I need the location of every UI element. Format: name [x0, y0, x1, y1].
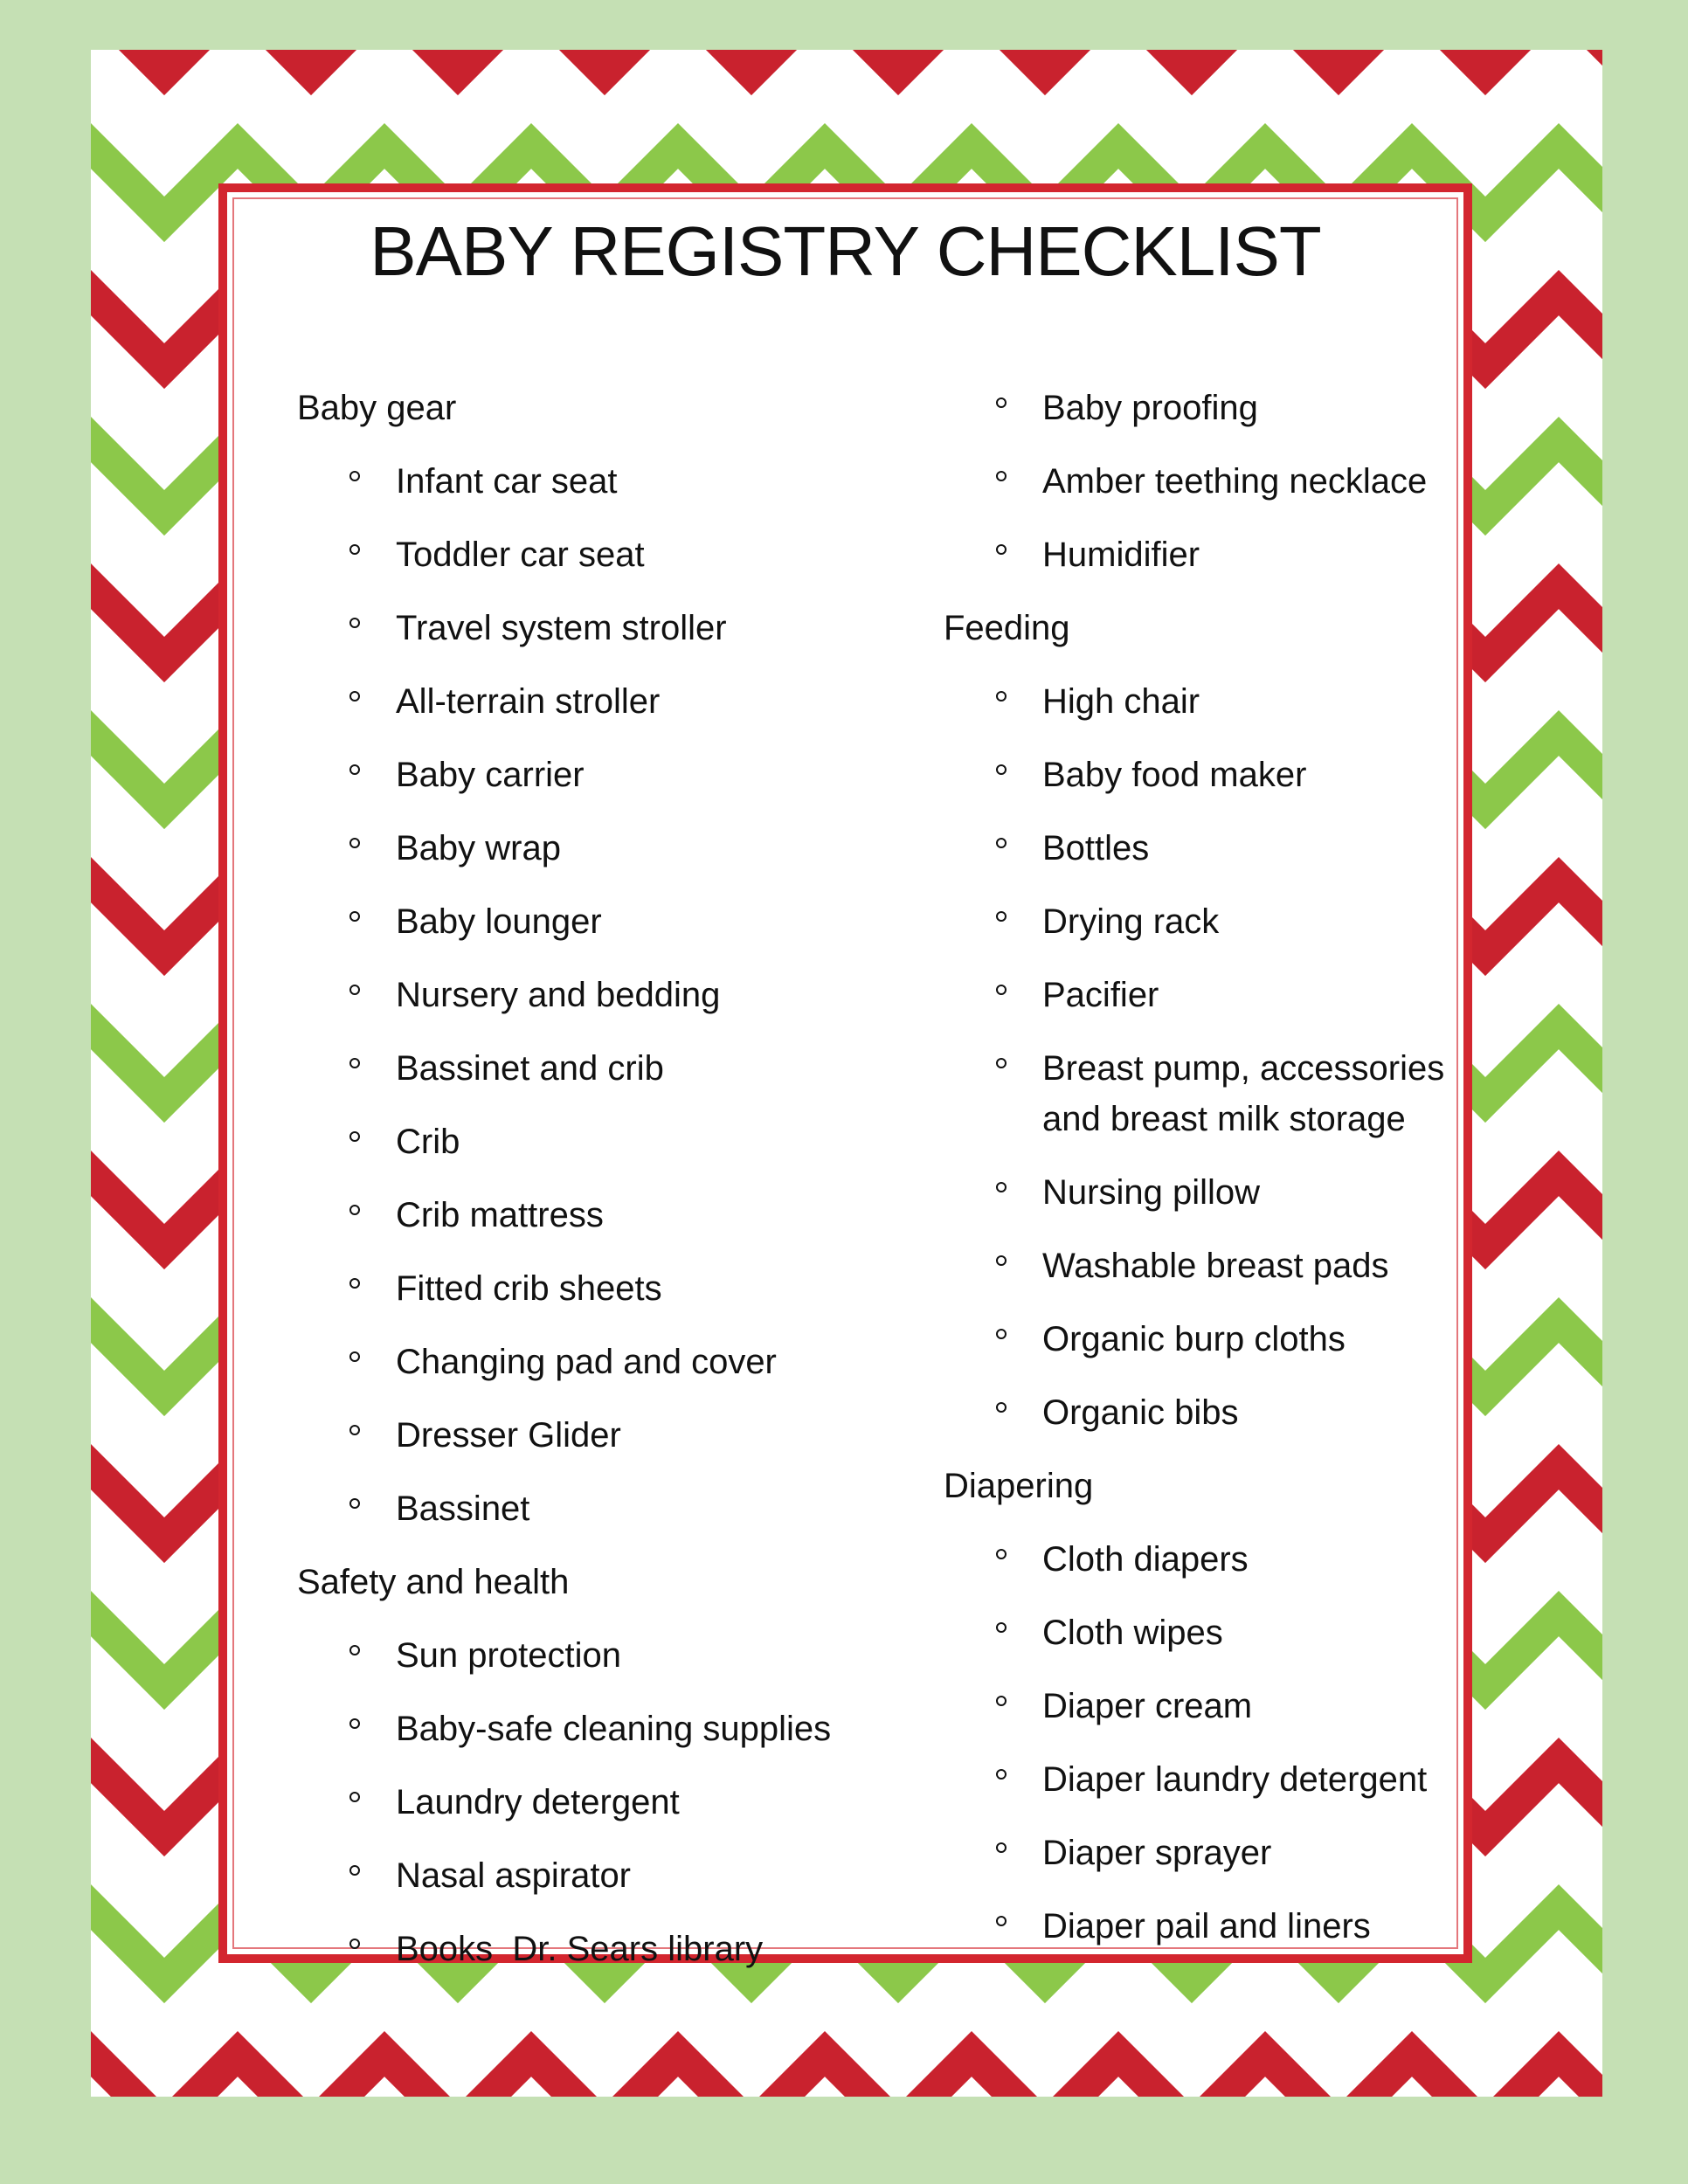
circle-bullet-icon	[996, 1842, 1007, 1853]
checklist-item[interactable]: Bassinet	[297, 1472, 839, 1545]
section-heading-baby-gear: Baby gear	[297, 389, 457, 427]
checklist-item[interactable]: Baby food maker	[944, 738, 1468, 812]
circle-bullet-icon	[349, 838, 360, 848]
checklist-item[interactable]: Organic bibs	[944, 1376, 1468, 1449]
checklist-item[interactable]: Cloth diapers	[944, 1523, 1468, 1596]
checklist-item[interactable]: Sun protection	[297, 1619, 839, 1692]
checklist-item[interactable]: Pacifier	[944, 958, 1468, 1032]
circle-bullet-icon	[349, 764, 360, 775]
circle-bullet-icon	[349, 1131, 360, 1142]
circle-bullet-icon	[349, 1498, 360, 1509]
circle-bullet-icon	[349, 1718, 360, 1729]
circle-bullet-icon	[349, 1278, 360, 1289]
checklist-item[interactable]: Washable breast pads	[944, 1229, 1468, 1303]
circle-bullet-icon	[349, 985, 360, 995]
checklist-card	[218, 183, 1472, 1968]
circle-bullet-icon	[996, 985, 1007, 995]
checklist-item[interactable]: Diaper laundry detergent	[944, 1743, 1468, 1816]
circle-bullet-icon	[349, 1865, 360, 1876]
checklist-item[interactable]: Diaper sprayer	[944, 1816, 1468, 1890]
circle-bullet-icon	[996, 397, 1007, 408]
circle-bullet-icon	[349, 1425, 360, 1435]
circle-bullet-icon	[349, 618, 360, 628]
checklist-item[interactable]: All-terrain stroller	[297, 665, 839, 738]
checklist-item[interactable]: Diaper pail and liners	[944, 1890, 1468, 1963]
circle-bullet-icon	[996, 1769, 1007, 1780]
circle-bullet-icon	[349, 1205, 360, 1215]
checklist-item[interactable]: Changing pad and cover	[297, 1325, 839, 1399]
circle-bullet-icon	[349, 1939, 360, 1949]
checklist-item[interactable]: Breast pump, accessories and breast milk storage	[944, 1032, 1468, 1156]
checklist-item[interactable]: Bassinet and crib	[297, 1032, 839, 1105]
checklist-item[interactable]: Bottles	[944, 812, 1468, 885]
checklist-item[interactable]: Baby lounger	[297, 885, 839, 958]
circle-bullet-icon	[996, 1696, 1007, 1706]
circle-bullet-icon	[996, 544, 1007, 555]
circle-bullet-icon	[349, 1351, 360, 1362]
checklist-item[interactable]: Humidifier	[944, 518, 1468, 591]
checklist-item[interactable]: Fitted crib sheets	[297, 1252, 839, 1325]
checklist-item[interactable]: Drying rack	[944, 885, 1468, 958]
circle-bullet-icon	[996, 1255, 1007, 1266]
checklist-item[interactable]: Dresser Glider	[297, 1399, 839, 1472]
checklist-item[interactable]: Baby carrier	[297, 738, 839, 812]
checklist-item[interactable]: Baby-safe cleaning supplies	[297, 1692, 839, 1766]
right-column	[944, 371, 1468, 1963]
circle-bullet-icon	[996, 1402, 1007, 1413]
checklist-item[interactable]: Organic burp cloths	[944, 1303, 1468, 1376]
checklist-item[interactable]: Baby proofing	[944, 371, 1468, 445]
circle-bullet-icon	[996, 838, 1007, 848]
section-heading-feeding: Feeding	[944, 609, 1070, 647]
checklist-item[interactable]: Diaper cream	[944, 1669, 1468, 1743]
checklist-item[interactable]: Baby wrap	[297, 812, 839, 885]
circle-bullet-icon	[996, 1622, 1007, 1633]
circle-bullet-icon	[349, 691, 360, 702]
page-title: BABY REGISTRY CHECKLIST	[370, 212, 1321, 290]
checklist-item[interactable]: Laundry detergent	[297, 1766, 839, 1839]
left-column	[297, 371, 839, 1986]
circle-bullet-icon	[996, 691, 1007, 702]
circle-bullet-icon	[996, 1549, 1007, 1559]
circle-bullet-icon	[996, 1182, 1007, 1192]
circle-bullet-icon	[349, 544, 360, 555]
circle-bullet-icon	[349, 471, 360, 481]
checklist-item[interactable]: Nursing pillow	[944, 1156, 1468, 1229]
checklist-item[interactable]: Amber teething necklace	[944, 445, 1468, 518]
circle-bullet-icon	[996, 471, 1007, 481]
circle-bullet-icon	[349, 1058, 360, 1068]
section-heading-safety-and-health: Safety and health	[297, 1563, 570, 1601]
checklist-item[interactable]: High chair	[944, 665, 1468, 738]
checklist-item[interactable]: Crib mattress	[297, 1178, 839, 1252]
circle-bullet-icon	[349, 1645, 360, 1655]
circle-bullet-icon	[996, 1058, 1007, 1068]
checklist-item[interactable]: Travel system stroller	[297, 591, 839, 665]
checklist-item[interactable]: Nursery and bedding	[297, 958, 839, 1032]
checklist-item[interactable]: Infant car seat	[297, 445, 839, 518]
circle-bullet-icon	[996, 1916, 1007, 1926]
circle-bullet-icon	[996, 911, 1007, 922]
circle-bullet-icon	[996, 764, 1007, 775]
circle-bullet-icon	[349, 1792, 360, 1802]
section-heading-diapering: Diapering	[944, 1467, 1094, 1505]
checklist-item[interactable]: Books Dr. Sears library	[297, 1912, 839, 1986]
checklist-item[interactable]: Nasal aspirator	[297, 1839, 839, 1912]
checklist-item[interactable]: Toddler car seat	[297, 518, 839, 591]
checklist-item[interactable]: Cloth wipes	[944, 1596, 1468, 1669]
circle-bullet-icon	[996, 1329, 1007, 1339]
checklist-item[interactable]: Crib	[297, 1105, 839, 1178]
circle-bullet-icon	[349, 911, 360, 922]
